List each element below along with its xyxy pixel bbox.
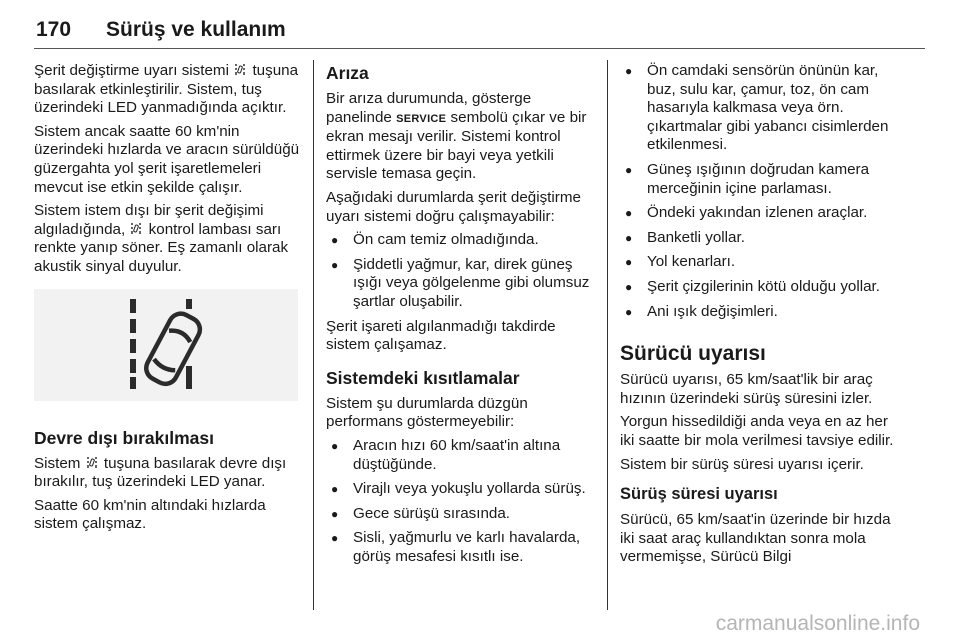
section-title: Sürüş ve kullanım — [106, 18, 286, 41]
list-item: ● Banketli yollar. — [620, 229, 895, 248]
column-divider-2 — [607, 60, 608, 610]
paragraph: Sistem istem dışı bir şerit değişimi algıladığında, kontrol lambası sarı renkte yanıp söner. Eş zamanlı olarak akustik sinyal duyulur. — [34, 202, 289, 275]
paragraph: Sistem şu durumlarda düzgün performans göstermeyebilir: — [326, 394, 528, 431]
list-item: ● Şiddetli yağmur, kar, direk güneş ışığı veya gölgelenme gibi olumsuz şartlar oluşabilir. — [326, 256, 598, 312]
paragraph: Şerit işareti algılanmadığı takdirde sistem çalışamaz. — [326, 317, 556, 354]
paragraph: Yorgun hissedildiği anda veya en az her iki saatte bir mola verilmesi tavsiye edilir. — [620, 413, 894, 449]
paragraph: Sistem ancak saatte 60 km'nin üzerindeki hızlarda ve aracın sürüldüğü güzergahta yol şerit işaretlemeleri mevcut ise etkin şekilde çalışır. — [34, 122, 300, 196]
column-2 — [326, 62, 598, 572]
list-item: ● Öndeki yakından izlenen araçlar. — [620, 204, 895, 223]
chapter-heading: Sürücü uyarısı — [620, 342, 766, 366]
column-1 — [34, 62, 302, 539]
service-icon: SERVICE — [396, 112, 447, 125]
list-item: ● Yol kenarları. — [620, 253, 895, 272]
paragraph: Sistem bir sürüş süresi uyarısı içerir. — [620, 455, 864, 473]
header-rule — [34, 48, 925, 49]
column-divider-1 — [313, 60, 314, 610]
paragraph: Sistem tuşuna basılarak devre dışı bırakılır, tuş üzerindeki LED yanar. — [34, 454, 287, 491]
column-3 — [620, 62, 895, 572]
paragraph: Şerit değiştirme uyarı sistemi tuşuna basılarak etkinleştirilir. Sistem, tuş üzerindeki LED yanmadığında açıktır. — [34, 62, 299, 117]
bullet-list — [620, 62, 895, 321]
list-item: ● Virajlı veya yokuşlu yollarda sürüş. — [326, 480, 598, 499]
paragraph: Sürücü, 65 km/saat'in üzerinde bir hızda iki saat araç kullandıktan sonra mola vermemişse, Sürücü Bilgi — [620, 511, 891, 566]
watermark: carmanualsonline.info — [715, 612, 920, 635]
lane-car-icon — [34, 289, 298, 401]
section-heading: Sistemdeki kısıtlamalar — [326, 367, 520, 388]
list-item: ● Sisli, yağmurlu ve karlı havalarda, görüş mesafesi kısıtlı ise. — [326, 529, 598, 566]
list-item: ● Ani ışık değişimleri. — [620, 303, 895, 322]
paragraph: Bir arıza durumunda, gösterge panelinde SERVICE sembolü çıkar ve bir ekran mesajı verilir. Sistemi kontrol ettirmek üzere bir bayi veya yetkili servisle temasa geçin. — [326, 90, 587, 183]
lane-departure-icon — [235, 63, 246, 76]
list-item: ● Şerit çizgilerinin kötü olduğu yollar. — [620, 278, 895, 297]
list-item: ● Aracın hızı 60 km/saat'in altına düştüğünde. — [326, 437, 598, 474]
page-number: 170 — [36, 18, 72, 41]
list-item: ● Gece sürüşü sırasında. — [326, 505, 598, 524]
lane-departure-illustration — [34, 289, 298, 401]
paragraph: Saatte 60 km'nin altındaki hızlarda sistem çalışmaz. — [34, 496, 266, 533]
section-heading: Sürüş süresi uyarısı — [620, 485, 778, 504]
paragraph: Aşağıdaki durumlarda şerit değiştirme uyarı sistemi doğru çalışmayabilir: — [326, 188, 581, 225]
paragraph: Sürücü uyarısı, 65 km/saat'lik bir araç hızının üzerindeki sürüş süresini izler. — [620, 371, 873, 407]
lane-departure-icon — [131, 222, 142, 235]
list-item: ● Ön camdaki sensörün önünün kar, buz, sulu kar, çamur, toz, ön cam hasarıyla kalkmasa veya örn. çıkartmalar gibi yabancı cisimlerden etkilenmesi. — [620, 62, 895, 155]
list-item: ● Ön cam temiz olmadığında. — [326, 231, 598, 250]
bullet-list — [326, 231, 598, 311]
bullet-list — [326, 437, 598, 567]
page-header — [0, 0, 960, 52]
lane-departure-icon — [87, 456, 98, 469]
section-heading: Devre dışı bırakılması — [34, 427, 214, 448]
list-item: ● Güneş ışığının doğrudan kamera merceğinin içine parlaması. — [620, 161, 895, 198]
section-heading: Arıza — [326, 63, 369, 83]
